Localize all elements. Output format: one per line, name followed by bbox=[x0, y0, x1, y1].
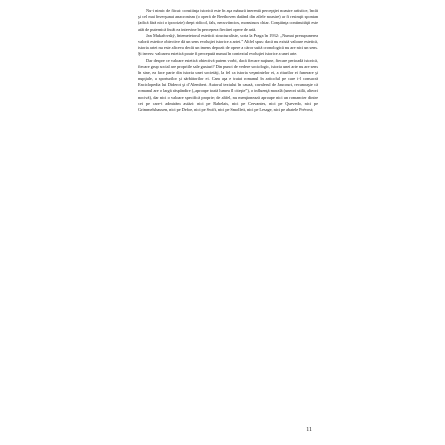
page-number: 11 bbox=[306, 427, 312, 433]
paragraph-1: Nu-i nimic de făcut: constiinţa istorică este în aşa măsură inerentă percepţiei noastre artistice, încât şi cel mai înverşunat anacronism (o operă de Beethoven datând din zilele noastre) ar fi resimţit spontan (adică fără nici o ipocrizie) drept ridicol, fals, necuviincios, monstruos chiar. Conştiinţa continuităţii este atât de puternică încât ea intervine în percepera fiecărei opere de artă. bbox=[138, 8, 318, 32]
book-page bbox=[138, 8, 318, 433]
paragraph-3: Dar despre ce valoare estetică obiectivă putem vorbi, dacă fiecare naţiune, fiecare perioadă istorică, fiecare grup social are propriile sale gusturi? Din punct de vedere sociologic, istoria unei arte nu are sens în sine, ea face parte din istoria unei societăţi, la fel ca istoria veşmintelor ei, a riturilor ei funerare şi nupţiale, a sporturilor şi sărbătorilor ei. Cam aşa e tratat romanul în articolul pe care i-l consacră Enciclopedia lui Diderot şi d’Alembert. Autorul textului în cauză, cavalerul de Jaucourt, recunoaşte că romanul are o largă răspândire („aproape toată lumea îl citeşte”), o influenţă morală (uneori utilă, alteori nocivă), dar nici o valoare specifică proprie; de altfel, nu menţionează aproape nici un romancier dintre cei pe care-i admirăm astăzi: nici pe Rabelais, nici pe Cervantes, nici pe Quevedo, nici pe Grimmelshausen, nici pe Defoe, nici pe Swift, nici pe Smollett, nici pe Lesage, nici pe abatele Prévost; bbox=[138, 57, 318, 112]
paragraph-2: Jan Mukařovský, întemeietorul esteticii structuraliste, scria la Praga în 1932: „Numai presupunerea valorii estetice obiective dă un sens evoluţiei istorice a artei.” Altfel spus: dacă nu există valoare estetică, istoria artei nu este altceva decât un imens depozit de opere a căror suită cronologică nu are nici un sens. Şi invers: valoarea estetică poate fi percepută numai în contextul evoluţiei istorice a unei arte. bbox=[138, 32, 318, 57]
